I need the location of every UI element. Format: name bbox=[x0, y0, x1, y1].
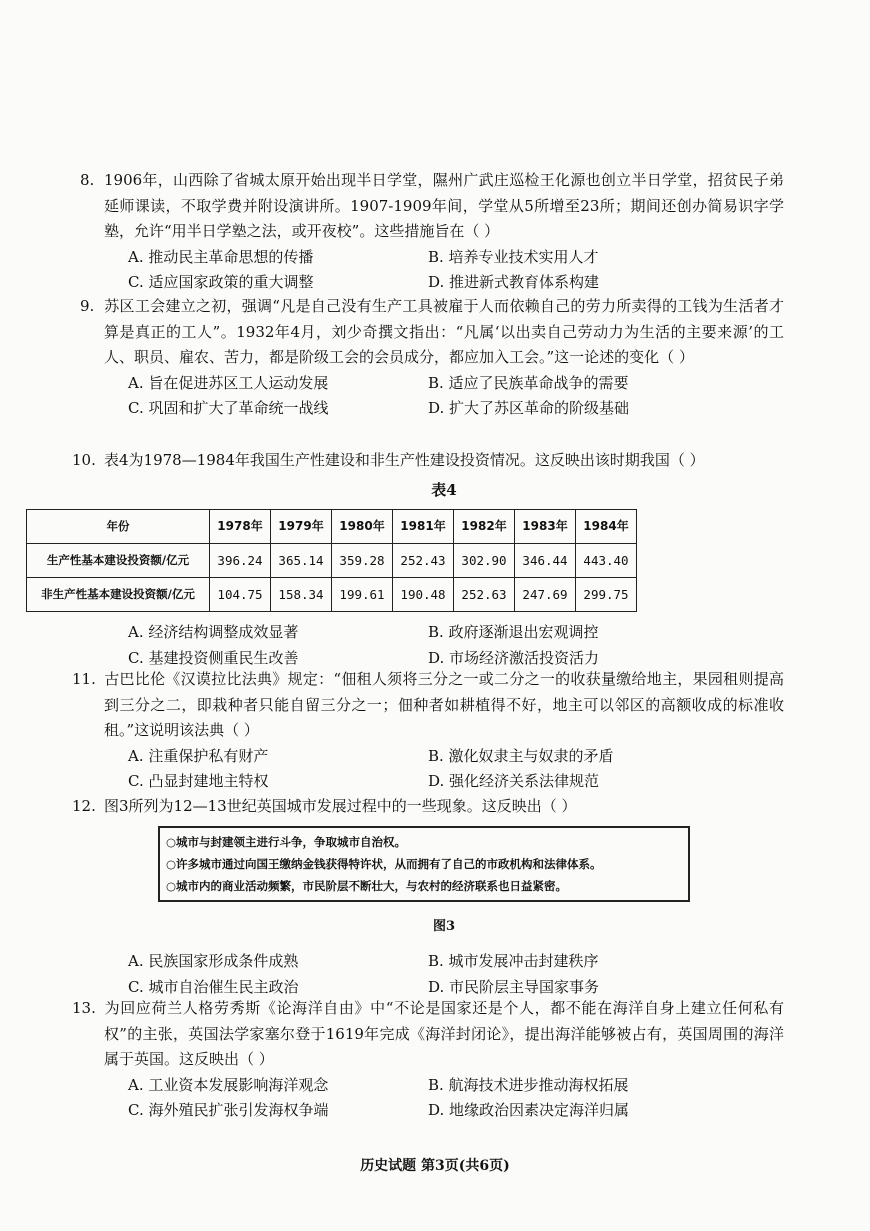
options bbox=[128, 744, 784, 795]
option-a[interactable]: A. 民族国家形成条件成熟 bbox=[128, 952, 299, 970]
figure-line: ○城市与封建领主进行斗争，争取城市自治权。 bbox=[166, 834, 407, 849]
options bbox=[128, 949, 784, 1000]
option-a[interactable]: A. 旨在促进苏区工人运动发展 bbox=[128, 373, 329, 392]
question-text: 表4为1978—1984年我国生产性建设和非生产性建设投资情况。这反映出该时期我国（ ） bbox=[104, 451, 705, 469]
header-cell: 1978年 bbox=[210, 510, 271, 544]
question-9 bbox=[80, 294, 784, 422]
table-cell: 302.90 bbox=[454, 544, 515, 578]
option-b[interactable]: B. 适应了民族革命战争的需要 bbox=[428, 373, 629, 392]
row-label: 生产性基本建设投资额/亿元 bbox=[27, 544, 210, 578]
option-c[interactable]: C. 巩固和扩大了革命统一战线 bbox=[128, 399, 329, 417]
page-footer: 历史试题 第3页(共6页) bbox=[360, 1158, 510, 1174]
table-cell: 199.61 bbox=[332, 578, 393, 612]
table-cell: 299.75 bbox=[576, 578, 637, 612]
option-b[interactable]: B. 激化奴隶主与奴隶的矛盾 bbox=[428, 746, 614, 765]
investment-table bbox=[26, 509, 637, 612]
options bbox=[128, 371, 784, 422]
table-cell: 252.63 bbox=[454, 578, 515, 612]
table-row bbox=[27, 544, 637, 578]
header-cell: 1981年 bbox=[393, 510, 454, 544]
table-cell: 158.34 bbox=[271, 578, 332, 612]
option-c[interactable]: C. 海外殖民扩张引发海权争端 bbox=[128, 1101, 329, 1119]
question-text: 古巴比伦《汉谟拉比法典》规定：“佃租人须将三分之一或二分之一的收获量缴给地主，果园租则提高到三分之二，即栽种者只能自留三分之一；佃种者如耕植得不好，地主可以邻区的高额收成的标准收租。”这说明该法典（ ） bbox=[104, 670, 784, 739]
question-12 bbox=[72, 794, 784, 1000]
figure-line: ○城市内的商业活动频繁，市民阶层不断壮大，与农村的经济联系也日益紧密。 bbox=[166, 878, 568, 893]
question-11 bbox=[72, 667, 784, 795]
question-text: 为回应荷兰人格劳秀斯《论海洋自由》中“不论是国家还是个人，都不能在海洋自身上建立任何私有权”的主张，英国法学家塞尔登于1619年完成《海洋封闭论》，提出海洋能够被占有，英国周围的海洋属于英国。这反映出（ ） bbox=[104, 999, 784, 1068]
question-text: 苏区工会建立之初，强调“凡是自己没有生产工具被雇于人而依赖自己的劳力所卖得的工钱为生活者才算是真正的工人”。1932年4月，刘少奇撰文指出：“凡属‘以出卖自己劳动力为生活的主要来源’的工人、职员、雇农、苦力，都是阶级工会的会员成分，都应加入工会。”这一论述的变化（ ） bbox=[104, 297, 784, 366]
table-cell: 365.14 bbox=[271, 544, 332, 578]
option-c[interactable]: C. 基建投资侧重民生改善 bbox=[128, 648, 299, 667]
question-number: 9. bbox=[80, 297, 95, 315]
table-caption: 表4 bbox=[431, 480, 457, 499]
option-a[interactable]: A. 工业资本发展影响海洋观念 bbox=[128, 1075, 329, 1094]
header-cell: 1984年 bbox=[576, 510, 637, 544]
option-b[interactable]: B. 城市发展冲击封建秩序 bbox=[428, 952, 599, 970]
table-cell: 443.40 bbox=[576, 544, 637, 578]
figure-3-box bbox=[158, 826, 690, 902]
table-cell: 104.75 bbox=[210, 578, 271, 612]
option-a[interactable]: A. 注重保护私有财产 bbox=[128, 746, 269, 765]
option-d[interactable]: D. 扩大了苏区革命的阶级基础 bbox=[428, 399, 630, 417]
question-number: 10. bbox=[72, 451, 96, 469]
option-d[interactable]: D. 地缘政治因素决定海洋归属 bbox=[428, 1101, 630, 1119]
table-cell: 252.43 bbox=[393, 544, 454, 578]
question-stem bbox=[80, 294, 784, 371]
question-stem bbox=[72, 794, 784, 820]
table-cell: 190.48 bbox=[393, 578, 454, 612]
option-b[interactable]: B. 政府逐渐退出宏观调控 bbox=[428, 623, 599, 641]
question-stem bbox=[72, 996, 784, 1073]
option-c[interactable]: C. 凸显封建地主特权 bbox=[128, 772, 269, 790]
table-cell: 396.24 bbox=[210, 544, 271, 578]
header-cell: 1982年 bbox=[454, 510, 515, 544]
question-number: 12. bbox=[72, 797, 96, 815]
row-label: 非生产性基本建设投资额/亿元 bbox=[27, 578, 210, 612]
option-d[interactable]: D. 强化经济关系法律规范 bbox=[428, 772, 600, 790]
option-d[interactable]: D. 市场经济激活投资活力 bbox=[428, 648, 600, 667]
table-cell: 359.28 bbox=[332, 544, 393, 578]
question-number: 11. bbox=[72, 670, 96, 688]
option-c[interactable]: C. 城市自治催生民主政治 bbox=[128, 977, 299, 996]
options bbox=[128, 1073, 784, 1124]
header-cell: 1980年 bbox=[332, 510, 393, 544]
option-b[interactable]: B. 航海技术进步推动海权拓展 bbox=[428, 1075, 629, 1094]
header-cell: 年份 bbox=[27, 510, 210, 544]
question-number: 13. bbox=[72, 999, 96, 1017]
table-cell: 346.44 bbox=[515, 544, 576, 578]
question-10 bbox=[41, 448, 784, 671]
option-d[interactable]: D. 推进新式教育体系构建 bbox=[428, 273, 600, 291]
option-b[interactable]: B. 培养专业技术实用人才 bbox=[428, 247, 599, 266]
question-8 bbox=[80, 168, 784, 296]
option-c[interactable]: C. 适应国家政策的重大调整 bbox=[128, 273, 314, 291]
figure-caption: 图3 bbox=[432, 918, 456, 934]
question-stem bbox=[72, 448, 784, 474]
figure-line: ○许多城市通过向国王缴纳金钱获得特许状，从而拥有了自己的市政机构和法律体系。 bbox=[166, 856, 602, 871]
question-stem bbox=[80, 168, 784, 245]
question-text: 1906年，山西除了省城太原开始出现半日学堂，隰州广武庄巡检王化源也创立半日学堂，招贫民子弟延师课读，不取学费并附设演讲所。1907-1909年间，学堂从5所增至23所；期间还创办简易识字学塾，允许“用半日学塾之法，或开夜校”。这些措施旨在（ ） bbox=[104, 171, 784, 240]
options bbox=[128, 245, 784, 296]
table-cell: 247.69 bbox=[515, 578, 576, 612]
option-d[interactable]: D. 市民阶层主导国家事务 bbox=[428, 977, 600, 996]
question-number: 8. bbox=[80, 171, 95, 189]
option-a[interactable]: A. 经济结构调整成效显著 bbox=[128, 623, 299, 641]
table-row bbox=[27, 578, 637, 612]
options bbox=[128, 620, 784, 671]
header-cell: 1979年 bbox=[271, 510, 332, 544]
question-text: 图3所列为12—13世纪英国城市发展过程中的一些现象。这反映出（ ） bbox=[104, 797, 577, 815]
table-header-row bbox=[27, 510, 637, 544]
header-cell: 1983年 bbox=[515, 510, 576, 544]
question-stem bbox=[72, 667, 784, 744]
option-a[interactable]: A. 推动民主革命思想的传播 bbox=[128, 247, 314, 266]
question-13 bbox=[72, 996, 784, 1124]
